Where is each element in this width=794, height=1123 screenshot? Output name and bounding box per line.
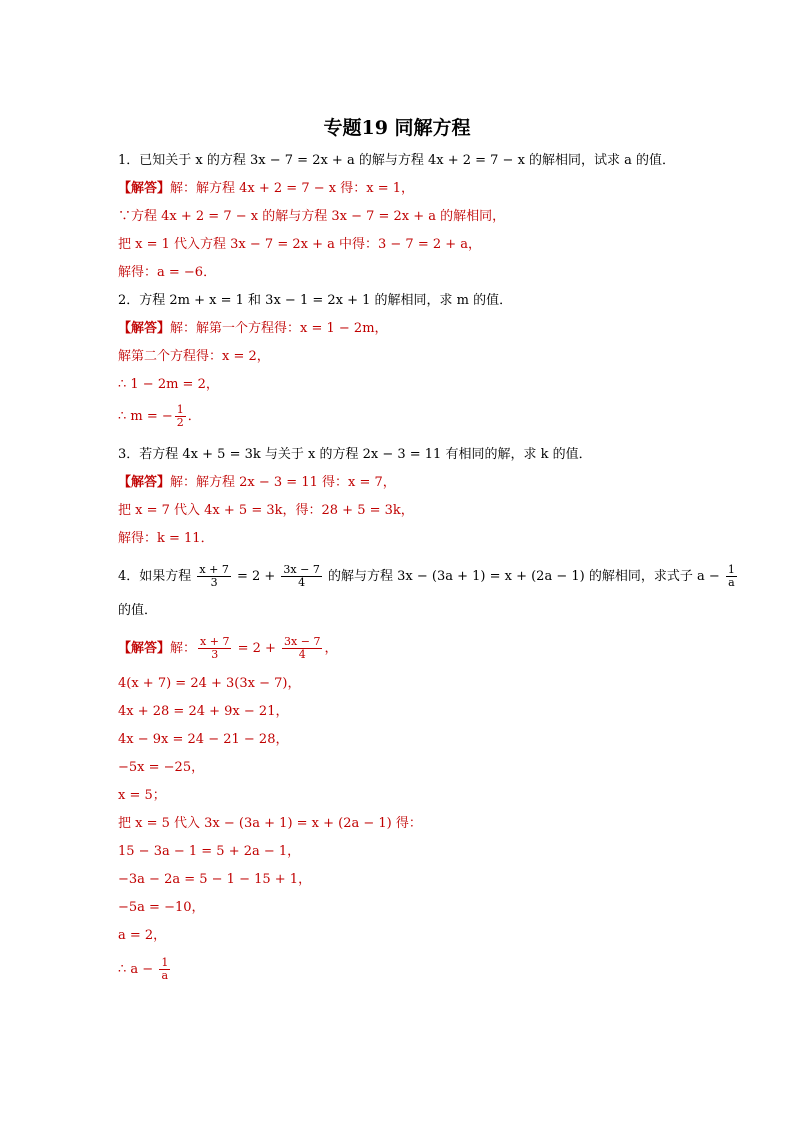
text-line-27	[118, 927, 166, 945]
text-segment: ∵方程 4x + 2 = 7 − x 的解与方程 3x − 7 = 2x + a 的解相同，	[118, 209, 506, 224]
text-line-6	[118, 292, 512, 310]
text-line-21	[118, 759, 204, 777]
text-line-16	[118, 602, 157, 620]
text-segment: −5a = −10，	[118, 900, 205, 915]
text-segment: 2．方程 2m + x = 1 和 3x − 1 = 2x + 1 的解相同，求 m 的值．	[118, 293, 513, 308]
fraction	[282, 636, 322, 661]
fraction-denominator: a	[728, 576, 735, 589]
fraction-denominator: 3	[210, 576, 218, 589]
text-line-23	[118, 815, 422, 833]
text-segment: 解：解第一个方程得：x = 1 − 2m，	[170, 321, 388, 336]
text-segment: −3a − 2a = 5 − 1 − 15 + 1，	[118, 872, 312, 887]
fraction	[159, 957, 170, 982]
text-segment: 解第二个方程得：x = 2，	[118, 349, 270, 364]
text-segment: = 2 +	[232, 569, 280, 584]
text-segment: 1．已知关于 x 的方程 3x − 7 = 2x + a 的解与方程 4x + 2 = 7 − x 的解相同，试求 a 的值．	[118, 153, 676, 168]
text-line-13	[118, 502, 414, 520]
text-segment: ．	[187, 409, 201, 424]
fraction	[198, 636, 231, 661]
text-line-17	[118, 636, 337, 661]
text-segment: 解：解方程 4x + 2 = 7 − x 得：x = 1，	[170, 181, 414, 196]
text-line-18	[118, 675, 300, 693]
text-line-19	[118, 703, 288, 721]
text-line-26	[118, 899, 205, 917]
page-title: 专题19 同解方程	[323, 117, 471, 139]
text-segment: ∴ m = −	[118, 409, 173, 424]
fraction-numerator: 1	[727, 563, 735, 576]
text-line-25	[118, 871, 311, 889]
fraction	[726, 564, 737, 589]
text-line-5	[118, 264, 216, 282]
text-line-15	[118, 564, 739, 589]
text-segment: 4x + 28 = 24 + 9x − 21，	[118, 704, 289, 719]
fraction-numerator: x + 7	[199, 563, 229, 576]
fraction-numerator: x + 7	[200, 635, 230, 648]
fraction-denominator: 4	[298, 648, 306, 661]
text-line-14	[118, 530, 214, 548]
fraction-numerator: 1	[176, 403, 184, 416]
text-segment: −5x = −25，	[118, 760, 205, 775]
text-line-3	[118, 208, 505, 226]
text-segment: x = 5；	[118, 788, 166, 803]
text-line-2	[118, 180, 414, 198]
text-line-22	[118, 787, 166, 805]
answer-tag: 【解答】	[118, 321, 171, 336]
text-line-10	[118, 404, 201, 429]
text-segment: 3．若方程 4x + 5 = 3k 与关于 x 的方程 2x − 3 = 11 有相同的解，求 k 的值．	[118, 447, 592, 462]
text-segment: 解：解方程 2x − 3 = 11 得：x = 7，	[170, 475, 396, 490]
text-segment: ∴ 1 − 2m = 2，	[118, 377, 219, 392]
text-segment: 解得：a = −6．	[118, 265, 217, 280]
text-segment: ∴ a −	[118, 962, 158, 977]
answer-tag: 【解答】	[118, 641, 171, 656]
text-segment: 解得：k = 11．	[118, 531, 214, 546]
text-line-20	[118, 731, 288, 749]
text-segment: 4x − 9x = 24 − 21 − 28，	[118, 732, 289, 747]
text-segment: ，	[324, 641, 338, 656]
text-line-4	[118, 236, 481, 254]
fraction-denominator: 4	[298, 576, 306, 589]
fraction-denominator: 3	[211, 648, 219, 661]
fraction-denominator: a	[161, 969, 169, 982]
text-line-11	[118, 446, 592, 464]
text-segment: 4(x + 7) = 24 + 3(3x − 7)，	[118, 676, 301, 691]
text-segment: = 2 +	[233, 641, 281, 656]
text-segment: 4．如果方程	[118, 569, 196, 584]
text-line-24	[118, 843, 300, 861]
text-line-28	[118, 957, 172, 982]
fraction	[197, 564, 230, 589]
fraction-numerator: 3x − 7	[283, 563, 320, 576]
text-segment: 把 x = 5 代入 3x − (3a + 1) = x + (2a − 1) 得：	[118, 816, 422, 831]
text-segment: 把 x = 1 代入方程 3x − 7 = 2x + a 中得：3 − 7 = 2 + a，	[118, 237, 482, 252]
text-segment: a = 2，	[118, 928, 167, 943]
fraction-denominator: 2	[176, 416, 184, 429]
answer-tag: 【解答】	[118, 181, 171, 196]
fraction-numerator: 1	[161, 956, 169, 969]
text-line-8	[118, 348, 270, 366]
fraction	[281, 564, 321, 589]
text-segment: 的值．	[118, 603, 158, 618]
text-segment: 解：	[170, 641, 197, 656]
fraction	[175, 404, 186, 429]
text-line-12	[118, 474, 396, 492]
text-segment: 把 x = 7 代入 4x + 5 = 3k，得：28 + 5 = 3k，	[118, 503, 414, 518]
answer-tag: 【解答】	[118, 475, 171, 490]
text-segment: 的解与方程 3x − (3a + 1) = x + (2a − 1) 的解相同，求式子 a −	[323, 569, 724, 584]
text-segment: 15 − 3a − 1 = 5 + 2a − 1，	[118, 844, 301, 859]
text-line-1	[118, 152, 675, 170]
text-line-7	[118, 320, 388, 338]
fraction-numerator: 3x − 7	[284, 635, 321, 648]
text-line-9	[118, 376, 219, 394]
